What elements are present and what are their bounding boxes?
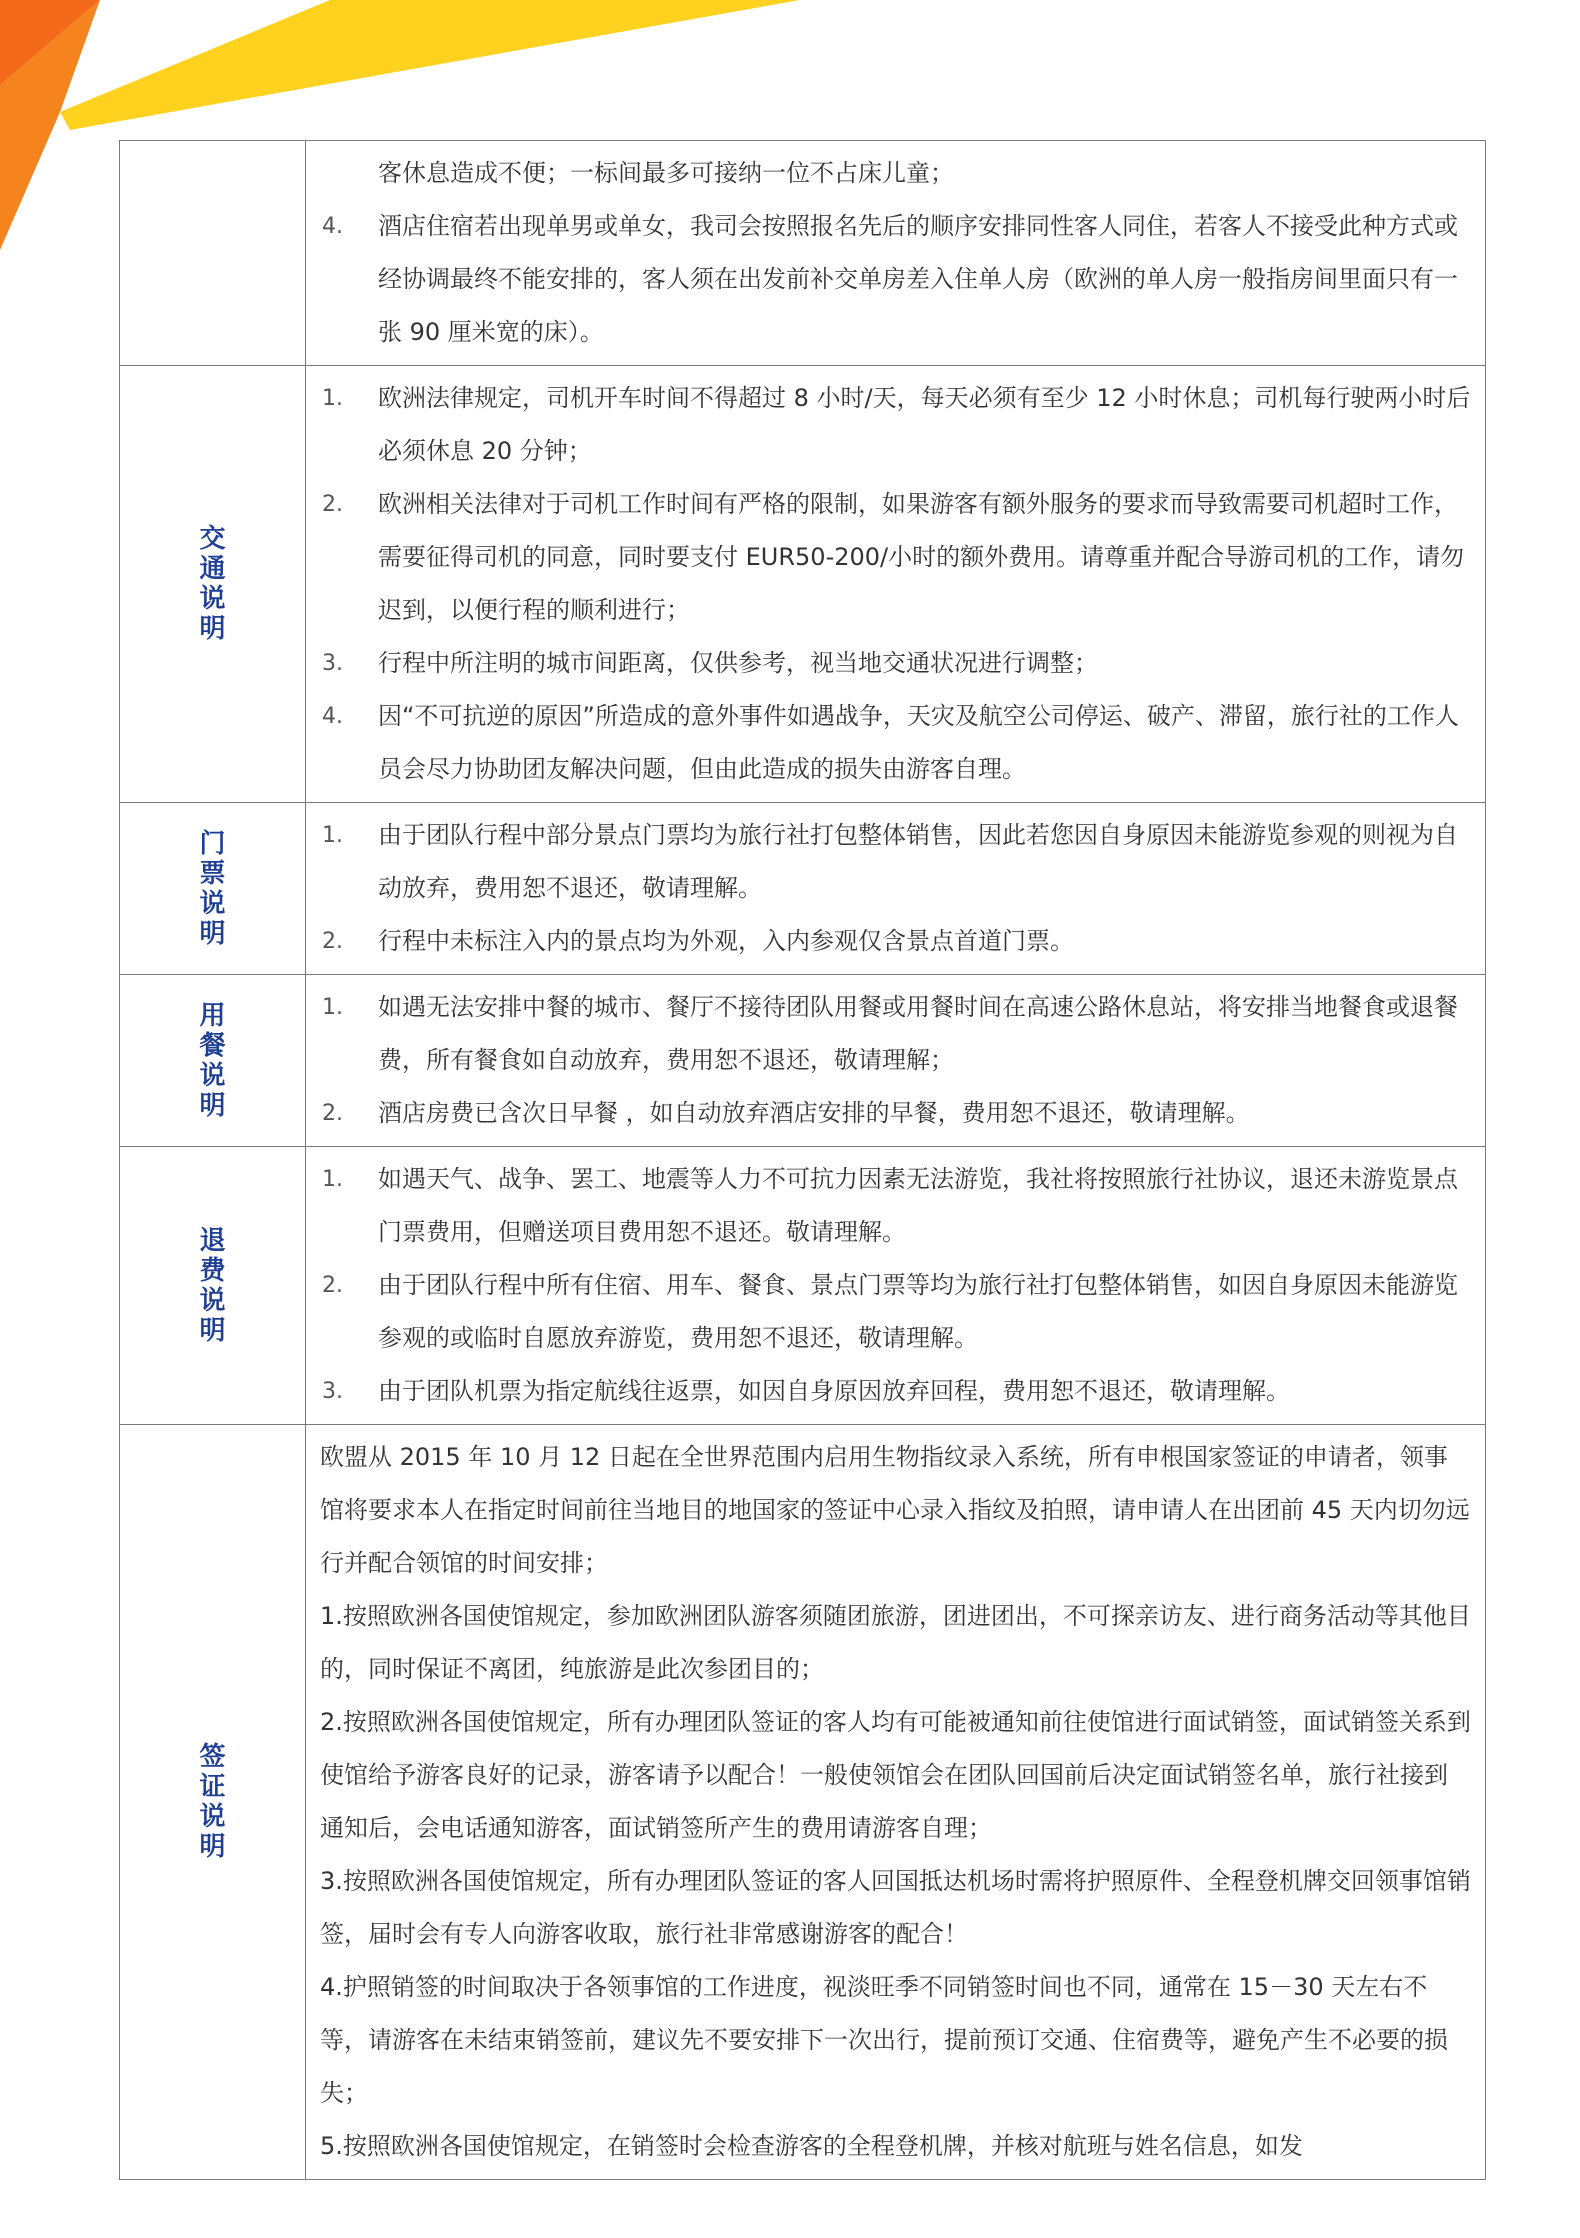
- section-label-cell: [120, 803, 306, 975]
- section-body: [306, 141, 1486, 366]
- item-text: 行程中未标注入内的景点均为外观，入内参观仅含景点首道门票。: [378, 927, 1074, 955]
- item-number: 3.: [322, 1379, 343, 1404]
- list-item: [320, 690, 1471, 796]
- section-label-cell: [120, 975, 306, 1147]
- list-item: [320, 372, 1471, 478]
- deco-yellow-stripe: [60, 0, 800, 130]
- paragraph: 4.护照销签的时间取决于各领事馆的工作进度，视淡旺季不同销签时间也不同，通常在 15－30 天左右不等，请游客在未结束销签前，建议先不要安排下一次出行，提前预订交通、住宿费等，避免产生不必要的损失；: [320, 1973, 1448, 2107]
- section-row: [120, 141, 1486, 366]
- item-number: 1.: [322, 386, 343, 411]
- list-item: [320, 1153, 1471, 1259]
- item-number: 2.: [322, 929, 343, 954]
- item-number: 4.: [322, 704, 343, 729]
- paragraph: 1.按照欧洲各国使馆规定，参加欧洲团队游客须随团旅游，团进团出，不可探亲访友、进行商务活动等其他目的，同时保证不离团，纯旅游是此次参团目的；: [320, 1602, 1471, 1683]
- section-label: 签证说明: [199, 1742, 226, 1862]
- paragraph: 2.按照欧洲各国使馆规定，所有办理团队签证的客人均有可能被通知前往使馆进行面试销签，面试销签关系到使馆给予游客良好的记录，游客请予以配合！一般使领馆会在团队回国前后决定面试销签名单，旅行社接到通知后，会电话通知游客，面试销签所产生的费用请游客自理；: [320, 1708, 1471, 1842]
- item-number: 3.: [322, 651, 343, 676]
- list-item: [320, 478, 1471, 637]
- item-text: 欧洲法律规定，司机开车时间不得超过 8 小时/天，每天必须有至少 12 小时休息；司机每行驶两小时后必须休息 20 分钟；: [378, 384, 1471, 465]
- section-label: 退费说明: [199, 1225, 226, 1346]
- section-label: 门票说明: [199, 828, 226, 949]
- item-text: 由于团队机票为指定航线往返票，如因自身原因放弃回程，费用恕不退还，敬请理解。: [378, 1377, 1290, 1405]
- section-body: [306, 366, 1486, 803]
- list-item: [320, 981, 1471, 1087]
- item-number: 1.: [322, 1167, 343, 1192]
- notes-table: [119, 140, 1486, 2180]
- paragraph: 3.按照欧洲各国使馆规定，所有办理团队签证的客人回国抵达机场时需将护照原件、全程登机牌交回领事馆销签，届时会有专人向游客收取，旅行社非常感谢游客的配合！: [320, 1867, 1471, 1948]
- section-body: [306, 1147, 1486, 1425]
- list-item: [320, 915, 1471, 968]
- section-body: [306, 975, 1486, 1147]
- section-label-cell: [120, 1147, 306, 1425]
- section-body: [306, 1425, 1486, 2180]
- section-body: [306, 803, 1486, 975]
- item-text: 酒店住宿若出现单男或单女，我司会按照报名先后的顺序安排同性客人同住，若客人不接受此种方式或经协调最终不能安排的，客人须在出发前补交单房差入住单人房（欧洲的单人房一般指房间里面只有一张 90 厘米宽的床）。: [378, 212, 1458, 346]
- item-number: 2.: [322, 1101, 343, 1126]
- section-row: [120, 1147, 1486, 1425]
- item-text: 如遇无法安排中餐的城市、餐厅不接待团队用餐或用餐时间在高速公路休息站，将安排当地餐食或退餐费，所有餐食如自动放弃，费用恕不退还，敬请理解；: [378, 993, 1458, 1074]
- section-label-cell: [120, 1425, 306, 2180]
- section-row: [120, 975, 1486, 1147]
- item-text: 行程中所注明的城市间距离，仅供参考，视当地交通状况进行调整；: [378, 649, 1098, 677]
- section-row: [120, 366, 1486, 803]
- continued-text: 客休息造成不便；一标间最多可接纳一位不占床儿童；: [378, 159, 954, 187]
- list-item: [320, 1087, 1471, 1140]
- section-row: [120, 1425, 1486, 2180]
- item-number: 2.: [322, 492, 343, 517]
- list-item: [320, 637, 1471, 690]
- section-row: [120, 803, 1486, 975]
- item-text: 因“不可抗逆的原因”所造成的意外事件如遇战争，天灾及航空公司停运、破产、滞留，旅行社的工作人员会尽力协助团友解决问题，但由此造成的损失由游客自理。: [378, 702, 1459, 783]
- item-number: 1.: [322, 823, 343, 848]
- section-label: 用餐说明: [199, 1000, 226, 1121]
- item-number: 1.: [322, 995, 343, 1020]
- item-text: 由于团队行程中部分景点门票均为旅行社打包整体销售，因此若您因自身原因未能游览参观的则视为自动放弃，费用恕不退还，敬请理解。: [378, 821, 1458, 902]
- list-item: [320, 1365, 1471, 1418]
- item-number: 2.: [322, 1273, 343, 1298]
- section-label-cell: [120, 366, 306, 803]
- paragraph: 5.按照欧洲各国使馆规定，在销签时会检查游客的全程登机牌，并核对航班与姓名信息，如发: [320, 2132, 1303, 2160]
- section-label: 交通说明: [199, 524, 226, 644]
- section-label-cell: [120, 141, 306, 366]
- item-number: 4.: [322, 214, 343, 239]
- item-text: 由于团队行程中所有住宿、用车、餐食、景点门票等均为旅行社打包整体销售，如因自身原因未能游览参观的或临时自愿放弃游览，费用恕不退还，敬请理解。: [378, 1271, 1458, 1352]
- item-text: 欧洲相关法律对于司机工作时间有严格的限制，如果游客有额外服务的要求而导致需要司机超时工作，需要征得司机的同意，同时要支付 EUR50-200/小时的额外费用。请尊重并配合导游司机的工作，请勿迟到，以便行程的顺利进行；: [378, 490, 1465, 624]
- item-text: 酒店房费已含次日早餐 ，如自动放弃酒店安排的早餐，费用恕不退还，敬请理解。: [378, 1099, 1250, 1127]
- list-item: [320, 809, 1471, 915]
- list-item: [320, 200, 1471, 359]
- item-text: 如遇天气、战争、罢工、地震等人力不可抗力因素无法游览，我社将按照旅行社协议，退还未游览景点门票费用，但赠送项目费用恕不退还。敬请理解。: [378, 1165, 1458, 1246]
- list-item: [320, 1259, 1471, 1365]
- paragraph: 欧盟从 2015 年 10 月 12 日起在全世界范围内启用生物指纹录入系统，所有申根国家签证的申请者，领事馆将要求本人在指定时间前往当地目的地国家的签证中心录入指纹及拍照，请申请人在出团前 45 天内切勿远行并配合领馆的时间安排；: [320, 1443, 1470, 1577]
